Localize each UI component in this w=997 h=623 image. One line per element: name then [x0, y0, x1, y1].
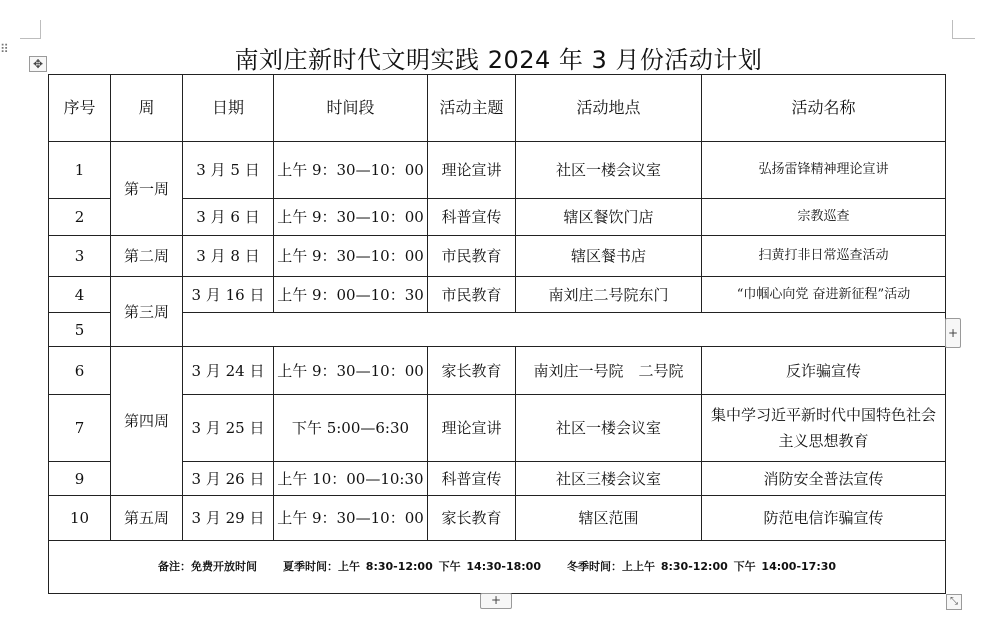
- header-name: 活动名称: [702, 75, 946, 142]
- cell-theme: 市民教育: [428, 277, 516, 313]
- cell-theme: 科普宣传: [428, 462, 516, 496]
- header-theme: 活动主题: [428, 75, 516, 142]
- cell-week: 第五周: [111, 496, 183, 541]
- table-row: [49, 395, 946, 462]
- page-corner-mark-right: [952, 20, 975, 39]
- table-row: [49, 313, 946, 347]
- cell-activity-name: 防范电信诈骗宣传: [702, 496, 946, 541]
- cell-no: 1: [49, 142, 111, 199]
- document-title: 南刘庄新时代文明实践 2024 年 3 月份活动计划: [234, 46, 763, 74]
- table-row: [49, 496, 946, 541]
- cell-activity-name: 扫黄打非日常巡查活动: [702, 236, 946, 277]
- cell-merged-empty: [183, 313, 946, 347]
- cell-place: 社区三楼会议室: [516, 462, 702, 496]
- note-row: [49, 541, 946, 594]
- cell-no: 2: [49, 199, 111, 236]
- cell-activity-name: 宗教巡查: [702, 199, 946, 236]
- header-time: 时间段: [274, 75, 428, 142]
- cell-activity-name: “巾帼心向党 奋进新征程”活动: [702, 277, 946, 313]
- cell-theme: 理论宣讲: [428, 142, 516, 199]
- cell-place: 南刘庄一号院 二号院: [516, 347, 702, 395]
- add-column-plus-icon[interactable]: +: [480, 593, 512, 609]
- cell-date: 3 月 8 日: [183, 236, 274, 277]
- cell-week: 第二周: [111, 236, 183, 277]
- cell-date: 3 月 26 日: [183, 462, 274, 496]
- cell-theme: 理论宣讲: [428, 395, 516, 462]
- table-row: [49, 236, 946, 277]
- cell-place: 辖区范围: [516, 496, 702, 541]
- cell-theme: 市民教育: [428, 236, 516, 277]
- cell-date: 3 月 16 日: [183, 277, 274, 313]
- cell-place: 南刘庄二号院东门: [516, 277, 702, 313]
- cell-week: 第三周: [111, 277, 183, 347]
- cell-week: 第四周: [111, 347, 183, 496]
- table-row: [49, 347, 946, 395]
- cell-place: 社区一楼会议室: [516, 395, 702, 462]
- cell-no: 6: [49, 347, 111, 395]
- cell-theme: 家长教育: [428, 496, 516, 541]
- cell-no: 9: [49, 462, 111, 496]
- cell-time: 上午 10：00—10:30: [274, 462, 428, 496]
- cell-theme: 科普宣传: [428, 199, 516, 236]
- note-winter-hours: 冬季时间：上上午 8:30-12:00 下午 14:00-17:30: [567, 560, 837, 573]
- cell-activity-name: 反诈骗宣传: [702, 347, 946, 395]
- cell-date: 3 月 24 日: [183, 347, 274, 395]
- note-cell: [49, 541, 946, 594]
- note-summer-hours: 夏季时间：上午 8:30-12:00 下午 14:30-18:00: [282, 560, 541, 573]
- cell-time: 上午 9：30—10：00: [274, 347, 428, 395]
- cell-no: 4: [49, 277, 111, 313]
- cell-date: 3 月 6 日: [183, 199, 274, 236]
- cell-time: 上午 9：30—10：00: [274, 199, 428, 236]
- page-corner-mark-left: [20, 20, 41, 39]
- cell-time: 上午 9：00—10：30: [274, 277, 428, 313]
- table-row: [49, 142, 946, 199]
- cell-activity-name: 弘扬雷锋精神理论宣讲: [702, 142, 946, 199]
- cell-date: 3 月 29 日: [183, 496, 274, 541]
- drag-grip-icon[interactable]: ⠿: [0, 42, 8, 56]
- note-label: 备注：免费开放时间: [157, 560, 257, 573]
- header-no: 序号: [49, 75, 111, 142]
- cell-time: 上午 9：30—10：00: [274, 236, 428, 277]
- cell-no: 3: [49, 236, 111, 277]
- table-move-handle-icon[interactable]: ✥: [29, 56, 47, 72]
- add-row-plus-icon[interactable]: +: [945, 318, 961, 348]
- table-row: [49, 462, 946, 496]
- table-row: [49, 199, 946, 236]
- cell-no: 10: [49, 496, 111, 541]
- cell-no: 5: [49, 313, 111, 347]
- cell-time: 上午 9：30—10：00: [274, 496, 428, 541]
- cell-date: 3 月 5 日: [183, 142, 274, 199]
- cell-week: 第一周: [111, 142, 183, 236]
- cell-no: 7: [49, 395, 111, 462]
- cell-activity-name: 消防安全普法宣传: [702, 462, 946, 496]
- header-week: 周: [111, 75, 183, 142]
- header-row: [49, 75, 946, 142]
- activity-plan-table: [48, 74, 946, 594]
- cell-theme: 家长教育: [428, 347, 516, 395]
- cell-time: 上午 9：30—10：00: [274, 142, 428, 199]
- cell-place: 辖区餐饮门店: [516, 199, 702, 236]
- cell-time: 下午 5:00—6:30: [274, 395, 428, 462]
- cell-activity-name: 集中学习近平新时代中国特色社会主义思想教育: [702, 395, 946, 462]
- table-row: [49, 277, 946, 313]
- cell-date: 3 月 25 日: [183, 395, 274, 462]
- table-resize-icon[interactable]: ⤡: [946, 594, 962, 610]
- header-place: 活动地点: [516, 75, 702, 142]
- cell-place: 社区一楼会议室: [516, 142, 702, 199]
- cell-place: 辖区餐书店: [516, 236, 702, 277]
- header-date: 日期: [183, 75, 274, 142]
